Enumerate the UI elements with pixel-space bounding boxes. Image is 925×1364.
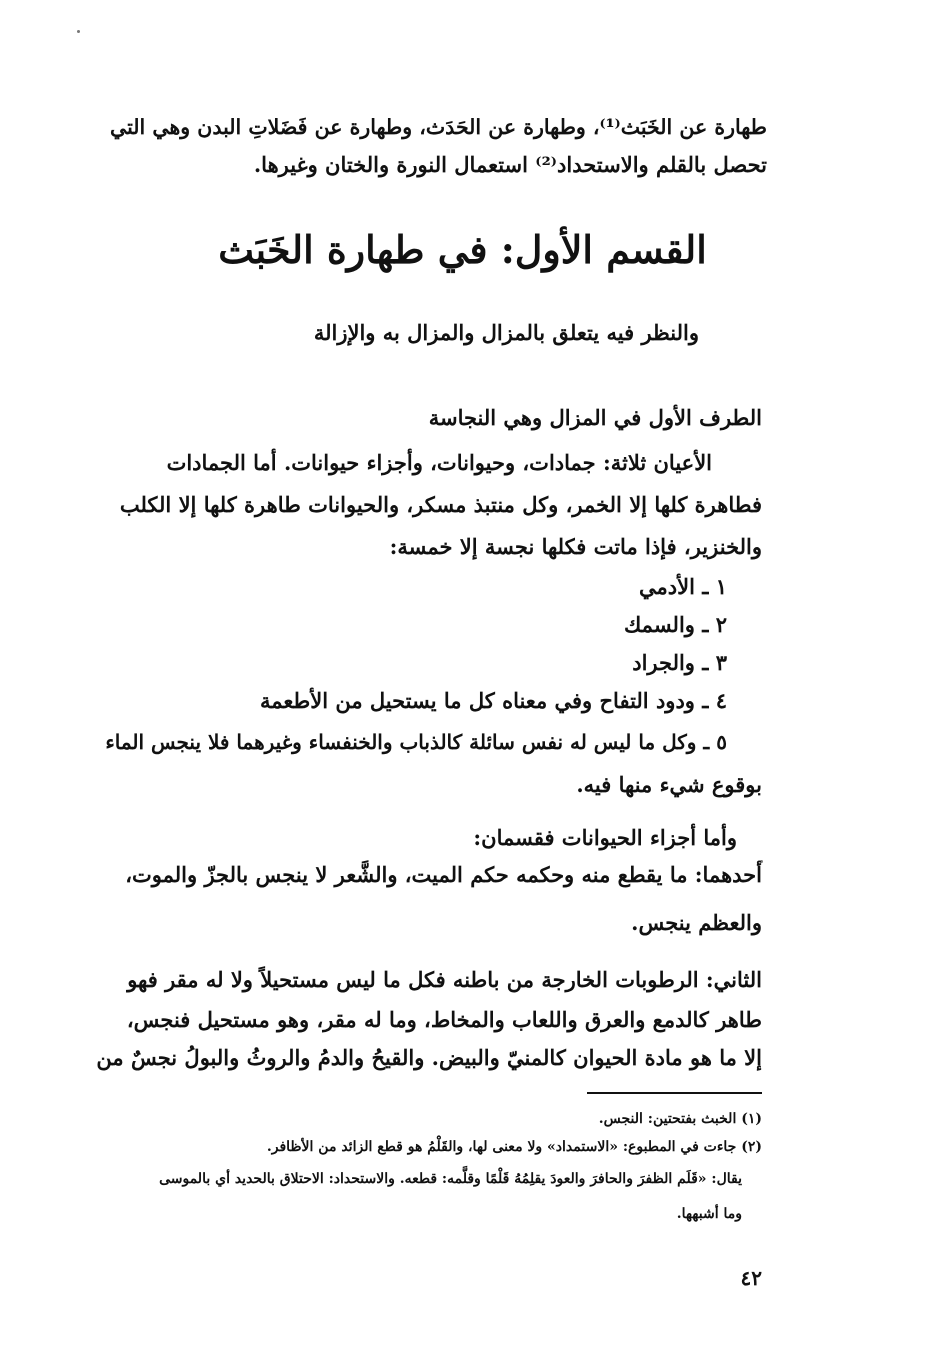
intro-line-2: تحصل بالقلم والاستحداد⁽²⁾ استعمال النورة والختان وغيرها. [253, 152, 767, 177]
paragraph-line: طاهر كالدمع والعرق واللعاب والمخاط، وما له مقر، وهو مستحيل فنجس، [126, 1007, 762, 1032]
paragraph-line: فطاهرة كلها إلا الخمر، وكل منتبذ مسكر، والحيوانات طاهرة كلها إلا الكلب [119, 492, 762, 517]
list-item: ٣ ـ والجراد [632, 650, 727, 675]
paragraph-line: والعظم ينجس. [631, 910, 762, 935]
paragraph-line: أحدهما: ما يقطع منه وحكمه حكم الميت، والشَّعر لا ينجس بالجزّ والموت، [125, 862, 762, 887]
list-item: ١ ـ الأدمي [639, 574, 727, 599]
intro-line-1: طهارة عن الخَبَث⁽¹⁾، وطهارة عن الحَدَث، وطهارة عن فَضَلاتِ البدن وهي التي [110, 115, 767, 139]
paragraph-line: وأما أجزاء الحيوانات فقسمان: [473, 825, 737, 850]
paragraph-line: والخنزير، فإذا ماتت فكلها نجسة إلا خمسة: [389, 534, 762, 559]
list-item: ٤ ـ ودود التفاح وفي معناه كل ما يستحيل من الأطعمة [259, 688, 727, 713]
paragraph-line: إلا ما هو مادة الحيوان كالمنيّ والبيض. والقيحُ والدمُ والروثُ والبولُ نجسٌ من [96, 1045, 762, 1070]
paragraph-line: الثاني: الرطوبات الخارجة من باطنه فكل ما ليس مستحيلاً ولا له مقر فهو [127, 967, 762, 992]
list-item: ٥ ـ وكل ما ليس له نفس سائلة كالذباب والخنفساء وغيرهما فلا ينجس الماء [105, 730, 727, 754]
footnote-2: (٢) جاءت في المطبوع: «الاستمداد» ولا معنى لها، والقَلْمُ هو قطع الزائد من الأظافر. [266, 1139, 762, 1155]
footnote-2-continued: يقال: «قَلَم الظفرَ والحافرَ والعودَ يقلِمُهُ قَلْمًا وقلَّمه: قطعه. والاستحداد: الاحتلاق بالحديد أي بالموسى [159, 1171, 742, 1187]
subsection-heading: الطرف الأول في المزال وهي النجاسة [428, 405, 762, 430]
footnote-2-continued: وما أشبهها. [676, 1206, 742, 1222]
section-subtitle: والنظر فيه يتعلق بالمزال والمزال به والإزالة [313, 320, 699, 345]
page-number: ٤٢ [740, 1266, 762, 1290]
list-item: ٢ ـ والسمك [623, 612, 727, 637]
paragraph-line: بوقوع شيء منها فيه. [576, 772, 762, 797]
scan-speck [77, 30, 80, 33]
footnote-separator [587, 1092, 762, 1094]
section-title: القسم الأول: في طهارة الخَبَث [218, 227, 707, 272]
paragraph-line: الأعيان ثلاثة: جمادات، وحيوانات، وأجزاء حيوانات. أما الجمادات [166, 450, 712, 475]
footnote-1: (١) الخبث بفتحتين: النجس. [598, 1111, 762, 1127]
